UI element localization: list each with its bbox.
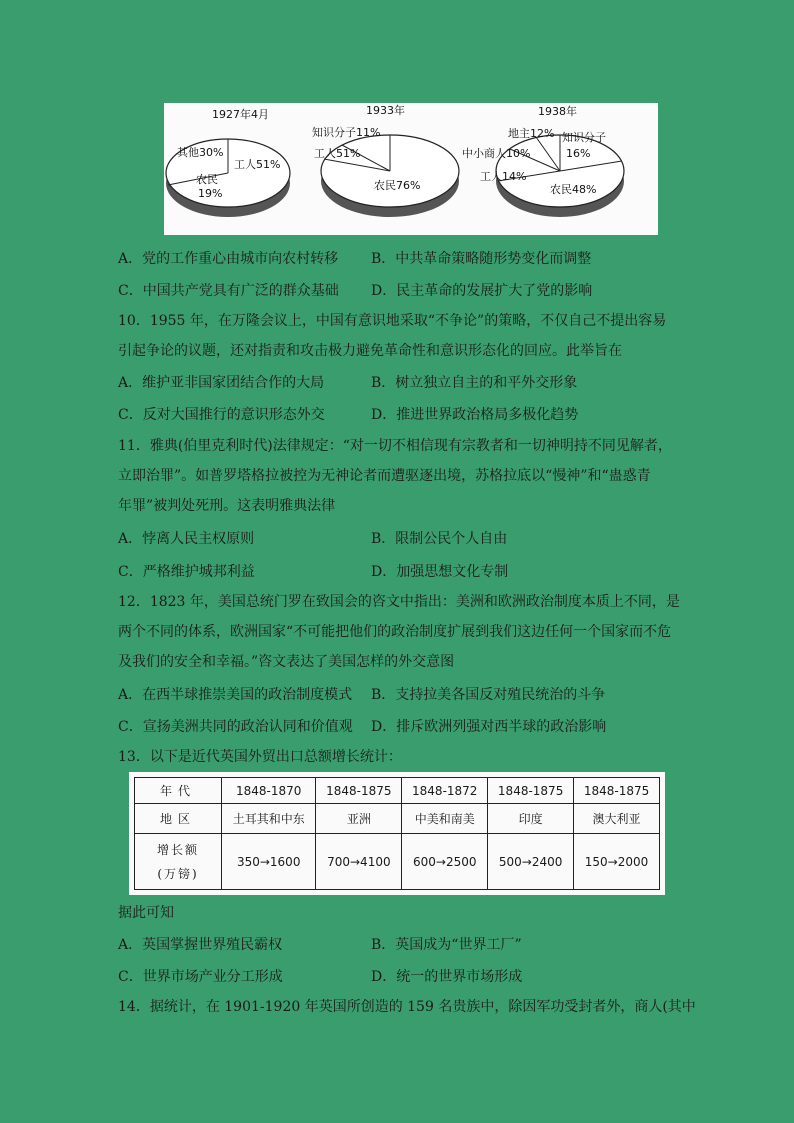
q12-stem-line1: 12．1823 年，美国总统门罗在致国会的咨文中指出：美洲和欧洲政治制度本质上不同，是: [118, 594, 680, 610]
table-cell-region: 中美和南美: [402, 804, 488, 834]
table-row-label: [135, 834, 222, 890]
table-cell-period: 1848-1875: [574, 778, 660, 804]
pie3-label-intellectuals-pct: 16%: [566, 147, 591, 160]
q10-stem-line2: 引起争论的议题，还对指责和攻击极力避免革命性和意识形态化的回应。此举旨在: [118, 343, 622, 359]
table-cell-growth: 350→1600: [222, 834, 316, 890]
q13-option-a: A．英国掌握世界殖民霸权: [118, 937, 283, 953]
pie3-label-merchants: 中小商人10%: [462, 147, 531, 160]
q12-option-d: D．排斥欧洲列强对西半球的政治影响: [371, 719, 607, 735]
q13-option-d: D．统一的世界市场形成: [371, 969, 523, 985]
q9-option-b: B．中共革命策略随形势变化而调整: [371, 251, 592, 267]
q13-option-b: B．英国成为“世界工厂”: [371, 937, 522, 953]
q9-option-d: D．民主革命的发展扩大了党的影响: [371, 283, 593, 299]
q13-conclusion: 据此可知: [118, 905, 174, 921]
table-row: [135, 778, 660, 804]
pie2-label-workers: 工人51%: [314, 147, 361, 160]
q10-option-c: C．反对大国推行的意识形态外交: [118, 407, 325, 423]
table-row-label: 地区: [135, 804, 222, 834]
q11-option-b: B．限制公民个人自由: [371, 531, 508, 547]
pie1-label-farmers-pct: 19%: [198, 187, 223, 200]
q10-option-b: B．树立独立自主的和平外交形象: [371, 375, 578, 391]
q10-stem-line1: 10．1955 年，在万隆会议上，中国有意识地采取“不争论”的策略，不仅自己不提出容易: [118, 313, 667, 329]
q13-stem-line1: 13．以下是近代英国外贸出口总额增长统计：: [118, 749, 402, 765]
table-cell-region: 土耳其和中东: [222, 804, 316, 834]
q11-option-a: A．悖离人民主权原则: [118, 531, 255, 547]
growth-unit: (万镑): [157, 866, 199, 881]
pie3-label-landlords: 地主12%: [508, 127, 555, 140]
q9-option-a: A．党的工作重心由城市向农村转移: [118, 251, 339, 267]
q12-option-b: B．支持拉美各国反对殖民统治的斗争: [371, 687, 606, 703]
pie3-label-workers: 工人14%: [480, 170, 527, 183]
pie-charts: [164, 103, 658, 235]
pie3-label-farmers: 农民48%: [550, 183, 597, 196]
pie3-title: 1938年: [538, 105, 577, 118]
pie1-label-farmers: 农民: [196, 173, 218, 186]
export-growth-table-wrap: [129, 772, 665, 895]
q12-stem-line2: 两个不同的体系，欧洲国家“不可能把他们的政治制度扩展到我们这边任何一个国家而不危: [118, 624, 672, 640]
q12-option-a: A．在西半球推崇美国的政治制度模式: [118, 687, 353, 703]
pie3-label-intellectuals: 知识分子: [562, 131, 606, 144]
pie1-label-other: 其他30%: [177, 146, 224, 159]
pie1-label-workers: 工人51%: [234, 158, 281, 171]
q9-option-c: C．中国共产党具有广泛的群众基础: [118, 283, 339, 299]
export-growth-table: [134, 777, 660, 890]
table-row: [135, 834, 660, 890]
table-cell-period: 1848-1872: [402, 778, 488, 804]
q10-option-d: D．推进世界政治格局多极化趋势: [371, 407, 579, 423]
table-cell-growth: 150→2000: [574, 834, 660, 890]
table-row: [135, 804, 660, 834]
q13-option-c: C．世界市场产业分工形成: [118, 969, 283, 985]
growth-label: 增长额: [156, 842, 199, 857]
table-cell-period: 1848-1875: [316, 778, 402, 804]
table-cell-region: 亚洲: [316, 804, 402, 834]
q11-stem-line3: 年罪”被判处死刑。这表明雅典法律: [118, 498, 336, 514]
pie1-title: 1927年4月: [212, 108, 269, 121]
table-cell-growth: 700→4100: [316, 834, 402, 890]
table-cell-period: 1848-1870: [222, 778, 316, 804]
pie2-label-farmers: 农民76%: [374, 179, 421, 192]
q11-option-c: C．严格维护城邦利益: [118, 564, 255, 580]
q11-stem-line1: 11．雅典(伯里克利时代)法律规定：“对一切不相信现有宗教者和一切神明持不同见解者，: [118, 438, 672, 454]
q11-option-d: D．加强思想文化专制: [371, 564, 509, 580]
table-cell-growth: 500→2400: [488, 834, 574, 890]
q12-stem-line3: 及我们的安全和幸福。”咨文表达了美国怎样的外交意图: [118, 654, 455, 670]
pie-charts-figure: [164, 103, 658, 235]
table-row-label: 年代: [135, 778, 222, 804]
table-cell-region: 印度: [488, 804, 574, 834]
q10-option-a: A．维护亚非国家团结合作的大局: [118, 375, 325, 391]
table-cell-growth: 600→2500: [402, 834, 488, 890]
q14-stem-line1: 14．据统计，在 1901-1920 年英国所创造的 159 名贵族中，除因军功受封者外，商人(其中: [118, 999, 696, 1015]
pie2-title: 1933年: [366, 104, 405, 117]
q12-option-c: C．宣扬美洲共同的政治认同和价值观: [118, 719, 353, 735]
q11-stem-line2: 立即治罪”。如普罗塔格拉被控为无神论者而遭驱逐出境，苏格拉底以“慢神”和“蛊惑青: [118, 468, 651, 484]
table-cell-region: 澳大利亚: [574, 804, 660, 834]
pie2-label-intellectuals: 知识分子11%: [312, 126, 381, 139]
table-cell-period: 1848-1875: [488, 778, 574, 804]
